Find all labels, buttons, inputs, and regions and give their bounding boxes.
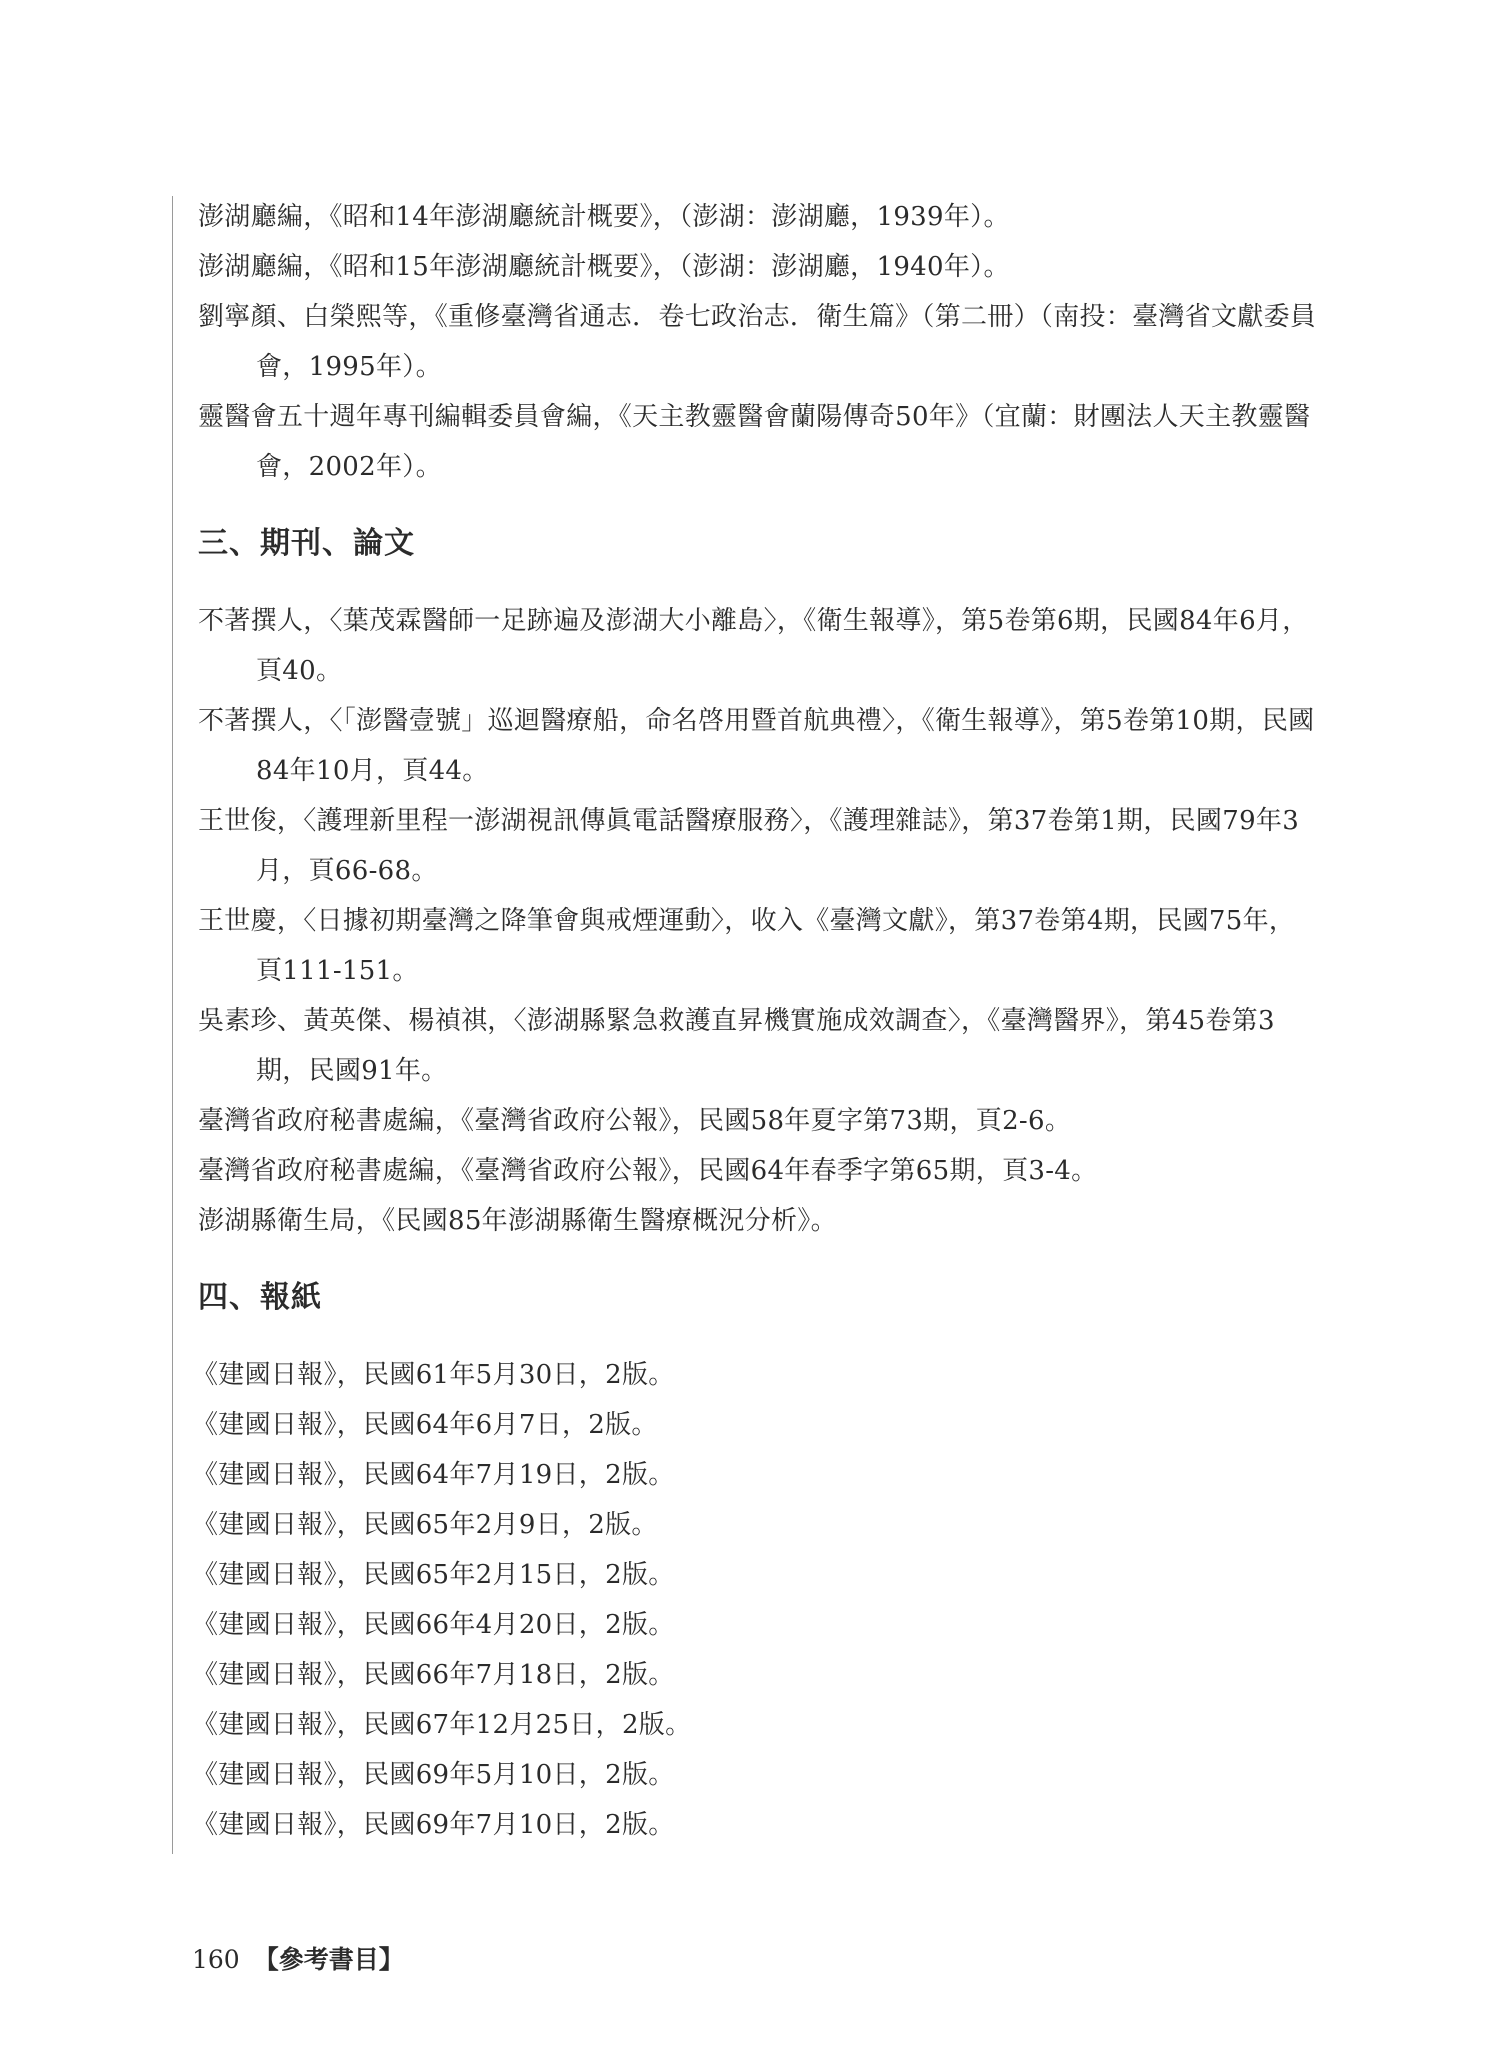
newspaper-entry: 《建國日報》，民國61年5月30日，2版。: [192, 1360, 675, 1390]
reference-entry: 澎湖廳編，《昭和15年澎湖廳統計概要》，（澎湖：澎湖廳，1940年）。: [198, 252, 1010, 282]
reference-entry: 澎湖廳編，《昭和14年澎湖廳統計概要》，（澎湖：澎湖廳，1939年）。: [198, 202, 1010, 232]
newspaper-entry: 《建國日報》，民國66年7月18日，2版。: [192, 1660, 675, 1690]
newspaper-entry: 《建國日報》，民國65年2月9日，2版。: [192, 1510, 658, 1540]
newspaper-entry: 《建國日報》，民國66年4月20日，2版。: [192, 1610, 675, 1640]
section-heading-newspapers: 四、報紙: [198, 1280, 322, 1315]
margin-rule: [172, 196, 173, 1854]
reference-entry: 靈醫會五十週年專刊編輯委員會編，《天主教靈醫會蘭陽傳奇50年》（宜蘭：財團法人天主教靈醫會，2002年）。: [198, 402, 1311, 482]
newspaper-entry: 《建國日報》，民國64年6月7日，2版。: [192, 1410, 658, 1440]
newspaper-entry: 《建國日報》，民國69年7月10日，2版。: [192, 1810, 675, 1840]
reference-entry: 不著撰人，〈葉茂霖醫師一足跡遍及澎湖大小離島〉，《衛生報導》，第5卷第6期，民國84年6月，頁40。: [198, 606, 1309, 686]
reference-entry: 澎湖縣衛生局，《民國85年澎湖縣衛生醫療概況分析》。: [198, 1206, 837, 1236]
reference-entry: 不著撰人，〈「澎醫壹號」巡迴醫療船，命名啓用暨首航典禮〉，《衛生報導》，第5卷第10期，民國84年10月，頁44。: [198, 706, 1315, 786]
page-body: [192, 192, 1320, 1850]
newspaper-entry: 《建國日報》，民國65年2月15日，2版。: [192, 1560, 675, 1590]
reference-entry: 劉寧顏、白榮熙等，《重修臺灣省通志．卷七政治志．衛生篇》（第二冊）（南投：臺灣省文獻委員會，1995年）。: [198, 302, 1317, 382]
reference-entry: 王世俊，〈護理新里程一澎湖視訊傳眞電話醫療服務〉，《護理雜誌》，第37卷第1期，民國79年3月，頁66-68。: [198, 806, 1300, 886]
page-number: 160: [192, 1945, 240, 1974]
section-heading-journals: 三、期刊、論文: [198, 526, 415, 561]
reference-entry: 臺灣省政府秘書處編，《臺灣省政府公報》，民國64年春季字第65期，頁3-4。: [198, 1156, 1098, 1186]
reference-entry: 王世慶，〈日據初期臺灣之降筆會與戒煙運動〉，收入《臺灣文獻》，第37卷第4期，民國75年，頁111-151。: [198, 906, 1296, 986]
newspaper-entry: 《建國日報》，民國64年7月19日，2版。: [192, 1460, 675, 1490]
newspaper-entry: 《建國日報》，民國69年5月10日，2版。: [192, 1760, 675, 1790]
reference-entry: 吳素珍、黃英傑、楊禎祺，〈澎湖縣緊急救護直昇機實施成效調查〉，《臺灣醫界》，第45卷第3期，民國91年。: [198, 1006, 1275, 1086]
reference-entry: 臺灣省政府秘書處編，《臺灣省政府公報》，民國58年夏字第73期，頁2-6。: [198, 1106, 1072, 1136]
newspaper-entry: 《建國日報》，民國67年12月25日，2版。: [192, 1710, 692, 1740]
running-title: 【參考書目】: [253, 1945, 404, 1974]
page-footer: [192, 1940, 404, 1980]
